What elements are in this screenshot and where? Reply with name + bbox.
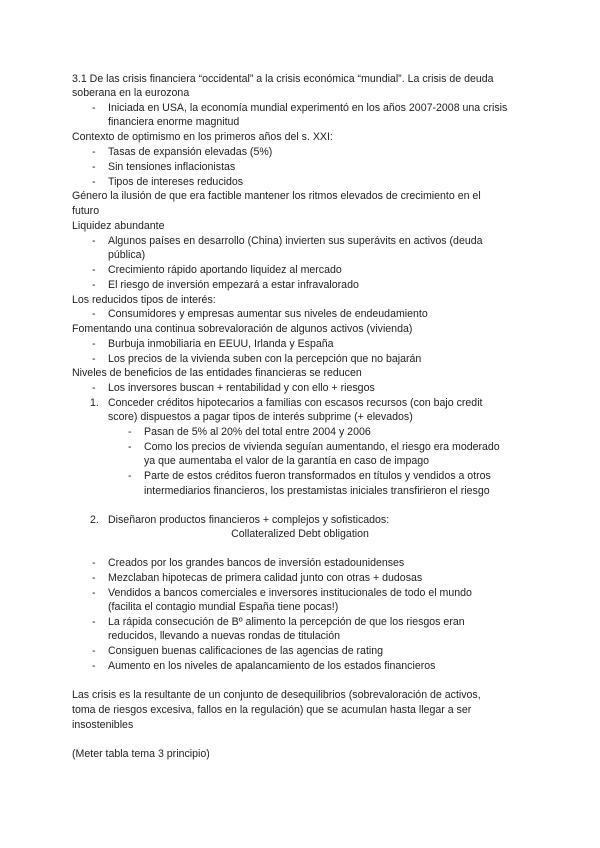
note-line: (Meter tabla tema 3 principio): [72, 748, 210, 760]
numbered-item-1-line-1: Conceder créditos hipotecarios a familias con escasos recursos (con bajo credit: [108, 397, 483, 409]
cdo-item-3-line-2: (facilita el contagio mundial España tiene pocas!): [108, 601, 339, 613]
overvaluation-item-2: Los precios de la vivienda suben con la percepción que no bajarán: [108, 353, 422, 365]
list-number: 2.: [90, 514, 99, 526]
context-item: Tasas de expansión elevadas (5%): [108, 146, 273, 158]
conclusion-line-2: toma de riesgos excesiva, fallos en la regulación) que se acumulan hasta llegar a ser: [72, 704, 472, 716]
liquidity-item-1-line-2: pública): [108, 249, 146, 261]
list-number: 1.: [90, 397, 99, 409]
overvaluation-heading: Fomentando una continua sobrevaloración de algunos activos (vivienda): [72, 323, 413, 335]
cdo-item-4-line-2: reducidos, llevando a nuevas rondas de titulación: [108, 630, 341, 642]
sub-item-3-line-1: Parte de estos créditos fueron transformados en títulos y vendidos a otros: [144, 470, 491, 482]
cdo-item-5: Consiguen buenas calificaciones de las agencias de rating: [108, 645, 384, 657]
cdo-item-6: Aumento en los niveles de apalancamiento de los estados financieros: [108, 660, 436, 672]
section-title-line-2: soberana en la eurozona: [72, 87, 190, 99]
section-title-line-1: 3.1 De las crisis financiera “occidental” a la crisis económica “mundial”. La crisis de deuda: [72, 73, 494, 85]
context-item: Tipos de intereses reducidos: [108, 176, 244, 188]
sub-item-2-line-1: Como los precios de vivienda seguían aumentando, el riesgo era moderado: [144, 441, 500, 453]
context-item: Sin tensiones inflacionistas: [108, 161, 236, 173]
liquidity-item-2: Crecimiento rápido aportando liquidez al mercado: [108, 264, 342, 276]
profit-heading: Niveles de beneficios de las entidades financieras se reducen: [72, 367, 362, 379]
bullet-dash: -: [92, 660, 96, 672]
bullet-dash: -: [128, 441, 132, 453]
bullet-dash: -: [92, 616, 96, 628]
sub-item-3-line-2: intermediarios financieros, los prestamistas iniciales transfirieron el riesgo: [144, 485, 490, 497]
cdo-item-3-line-1: Vendidos a bancos comerciales e inversores institucionales de todo el mundo: [108, 587, 472, 599]
cdo-item-4-line-1: La rápida consecución de Bº alimento la percepción de que los riesgos eran: [108, 616, 465, 628]
overvaluation-item-1: Burbuja inmobiliaria en EEUU, Irlanda y España: [108, 338, 334, 350]
bullet-dash: -: [92, 279, 96, 291]
bullet-dash: -: [92, 587, 96, 599]
cdo-subtitle: Collateralized Debt obligation: [231, 528, 369, 540]
bullet-dash: -: [128, 426, 132, 438]
numbered-item-1-line-2: score) dispuestos a pagar tipos de interés subprime (+ elevados): [108, 411, 413, 423]
rates-heading: Los reducidos tipos de interés:: [72, 294, 216, 306]
bullet-dash: -: [92, 382, 96, 394]
bullet-dash: -: [92, 161, 96, 173]
bullet-dash: -: [92, 264, 96, 276]
sub-item-2-line-2: ya que aumentaba el valor de la garantía en caso de impago: [144, 455, 430, 467]
bullet-dash: -: [92, 308, 96, 320]
numbered-item-2: Diseñaron productos financieros + complejos y sofisticados:: [108, 514, 390, 526]
illusion-line-1: Género la ilusión de que era factible mantener los ritmos elevados de crecimiento en el: [72, 190, 481, 202]
sub-item-1: Pasan de 5% al 20% del total entre 2004 y 2006: [144, 426, 371, 438]
bullet-dash: -: [92, 353, 96, 365]
bullet-dash: -: [92, 572, 96, 584]
illusion-line-2: futuro: [72, 205, 100, 217]
bullet-dash: -: [92, 146, 96, 158]
usa-line-1: Iniciada en USA, la economía mundial experimentó en los años 2007-2008 una crisis: [108, 102, 508, 114]
bullet-dash: -: [92, 338, 96, 350]
cdo-item-2: Mezclaban hipotecas de primera calidad junto con otras + dudosas: [108, 572, 423, 584]
context-heading: Contexto de optimismo en los primeros años del s. XXI:: [72, 131, 333, 143]
liquidity-item-3: El riesgo de inversión empezará a estar infravalorado: [108, 279, 359, 291]
conclusion-line-3: insostenibles: [72, 719, 134, 731]
bullet-dash: -: [92, 557, 96, 569]
liquidity-heading: Liquidez abundante: [72, 220, 165, 232]
bullet-dash: -: [92, 102, 96, 114]
usa-line-2: financiera enorme magnitud: [108, 116, 240, 128]
bullet-dash: -: [92, 176, 96, 188]
conclusion-line-1: Las crisis es la resultante de un conjunto de desequilibrios (sobrevaloración de activos,: [72, 689, 481, 701]
bullet-dash: -: [128, 470, 132, 482]
cdo-item-1: Creados por los grandes bancos de inversión estadounidenses: [108, 557, 405, 569]
rates-item-1: Consumidores y empresas aumentar sus niveles de endeudamiento: [108, 308, 428, 320]
bullet-dash: -: [92, 235, 96, 247]
bullet-dash: -: [92, 645, 96, 657]
liquidity-item-1-line-1: Algunos países en desarrollo (China) invierten sus superávits en activos (deuda: [108, 235, 483, 247]
profit-item-1: Los inversores buscan + rentabilidad y con ello + riesgos: [108, 382, 375, 394]
